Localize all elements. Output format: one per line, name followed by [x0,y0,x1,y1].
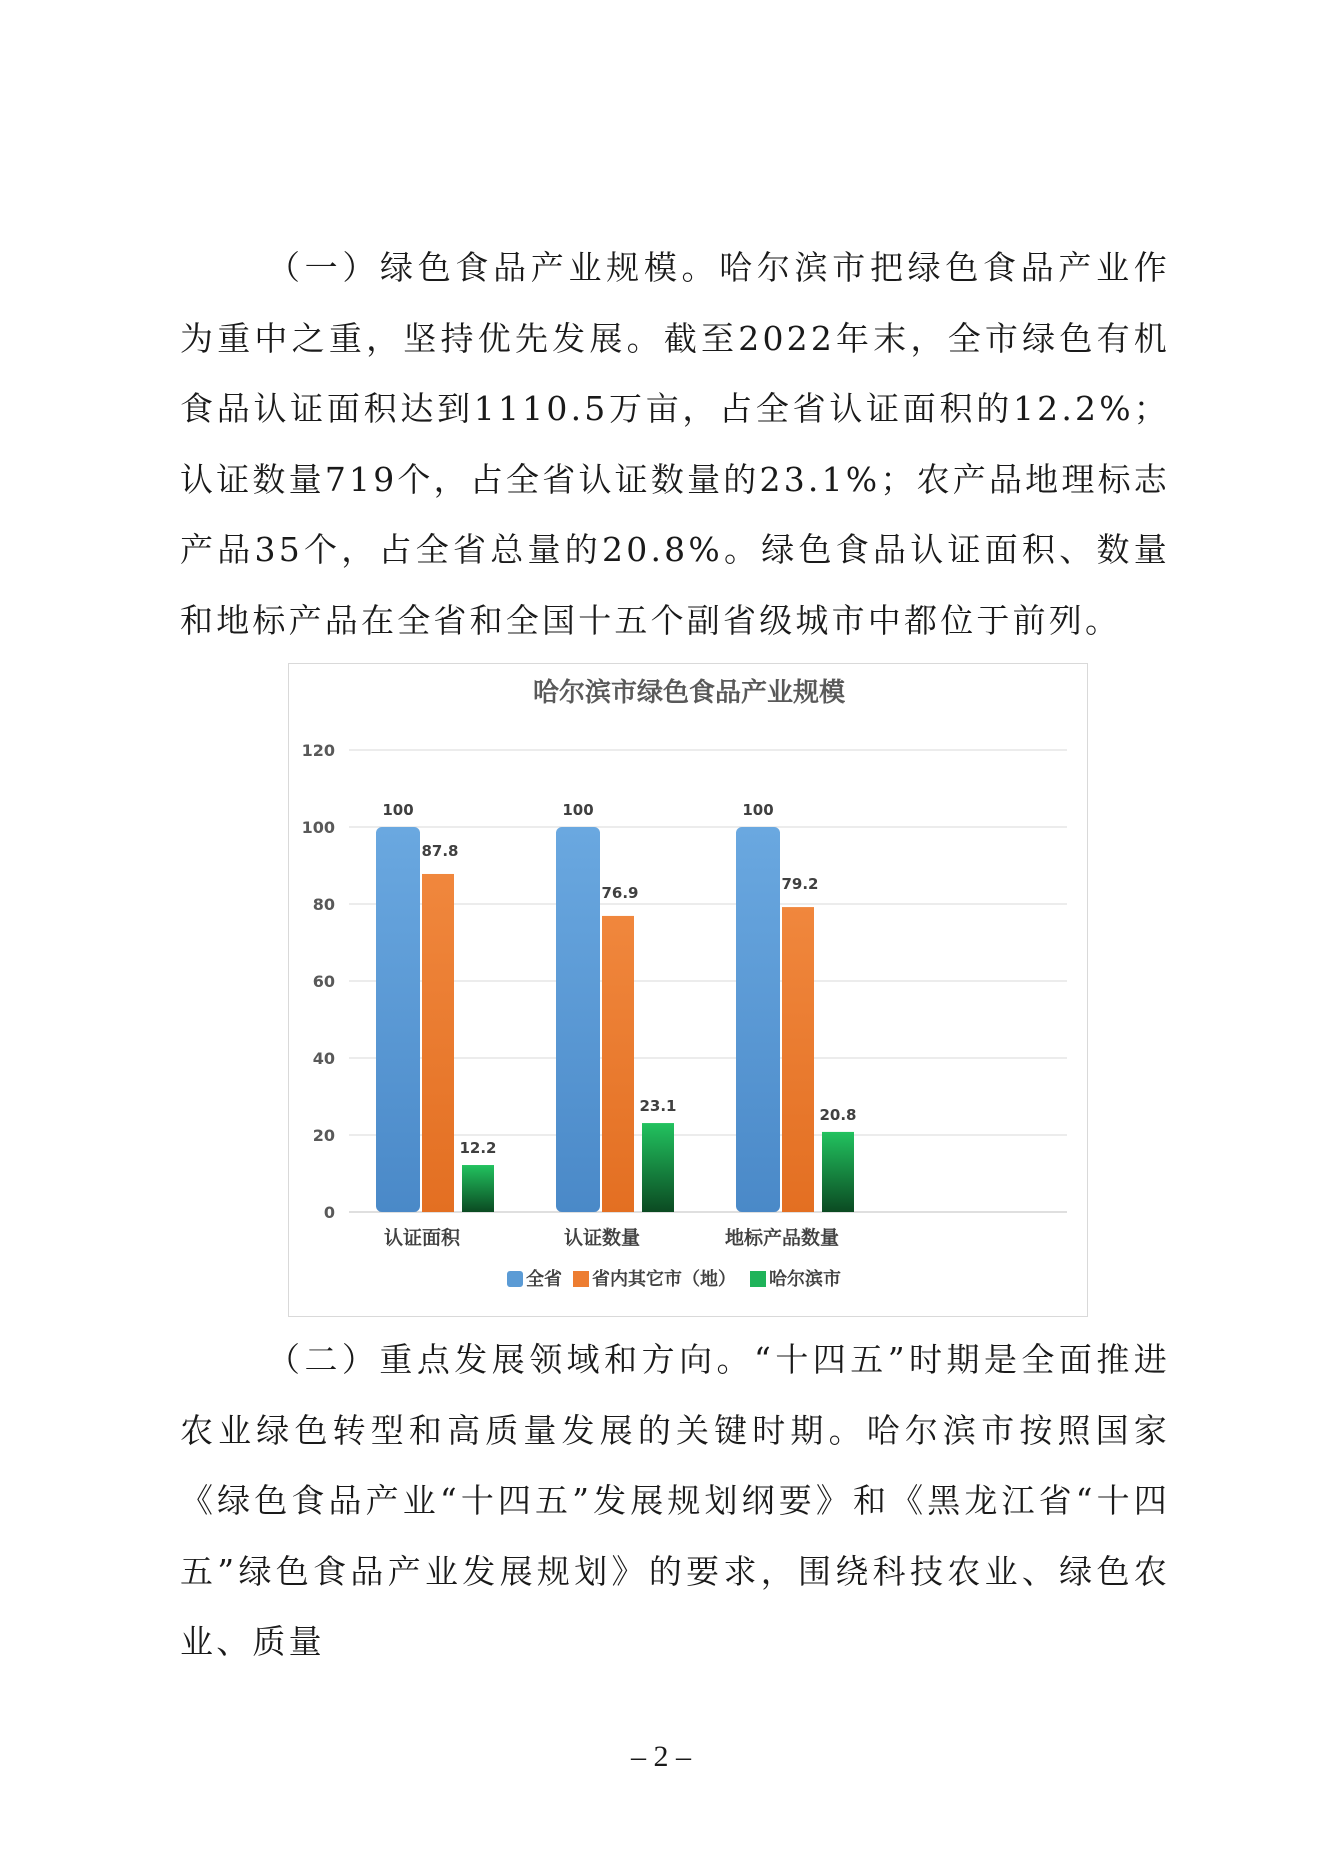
bar-chart-svg [289,664,1089,1318]
x-tick-label: 认证数量 [563,1227,641,1249]
data-label: 100 [562,801,594,819]
legend-swatch [750,1271,766,1287]
chart-title: 哈尔滨市绿色食品产业规模 [532,678,846,708]
data-label: 76.9 [601,883,639,902]
x-tick-label: 认证面积 [383,1227,461,1249]
bar-省内其它市（地） [782,907,814,1212]
data-label: 23.1 [639,1097,677,1116]
legend-swatch [573,1271,589,1287]
bar-省内其它市（地） [422,874,454,1212]
green-food-scale-chart [288,663,1088,1317]
y-tick-label: 40 [312,1049,335,1068]
bar-哈尔滨市 [822,1132,854,1212]
y-tick-label: 60 [312,972,335,991]
bar-全省 [556,827,600,1212]
legend-label: 全省 [526,1269,562,1290]
y-tick-label: 120 [301,741,335,760]
bar-哈尔滨市 [642,1123,674,1212]
legend-swatch [507,1271,523,1287]
bar-全省 [736,827,780,1212]
data-label: 20.8 [819,1105,857,1124]
data-label: 100 [382,801,414,819]
data-label: 100 [742,801,774,819]
legend-label: 省内其它市（地） [592,1269,736,1290]
data-label: 12.2 [459,1139,497,1158]
legend-label: 哈尔滨市 [769,1269,841,1290]
bar-省内其它市（地） [602,916,634,1212]
data-label: 79.2 [781,875,819,894]
y-tick-label: 0 [323,1203,335,1222]
bar-哈尔滨市 [462,1165,494,1212]
y-tick-label: 80 [312,895,335,914]
page-number: – 2 – [631,1740,691,1773]
y-tick-label: 20 [312,1126,335,1145]
y-tick-label: 100 [301,818,335,837]
bar-全省 [376,827,420,1212]
data-label: 87.8 [421,841,459,860]
x-tick-label: 地标产品数量 [724,1227,840,1249]
paragraph-green-food-scale: （一）绿色食品产业规模。哈尔滨市把绿色食品产业作为重中之重，坚持优先发展。截至2022年末，全市绿色有机食品认证面积达到1110.5万亩，占全省认证面积的12.2%；认证数量719个，占全省认证数量的23.1%；农产品地理标志产品35个，占全省总量的20.8%。绿色食品认证面积、数量和地标产品在全省和全国十五个副省级城市中都位于前列。 [180,248,1170,640]
paragraph-key-directions: （二）重点发展领域和方向。“十四五”时期是全面推进农业绿色转型和高质量发展的关键时期。哈尔滨市按照国家《绿色食品产业“十四五”发展规划纲要》和《黑龙江省“十四五”绿色食品产业发展规划》的要求，围绕科技农业、绿色农业、质量 [180,1340,1170,1662]
